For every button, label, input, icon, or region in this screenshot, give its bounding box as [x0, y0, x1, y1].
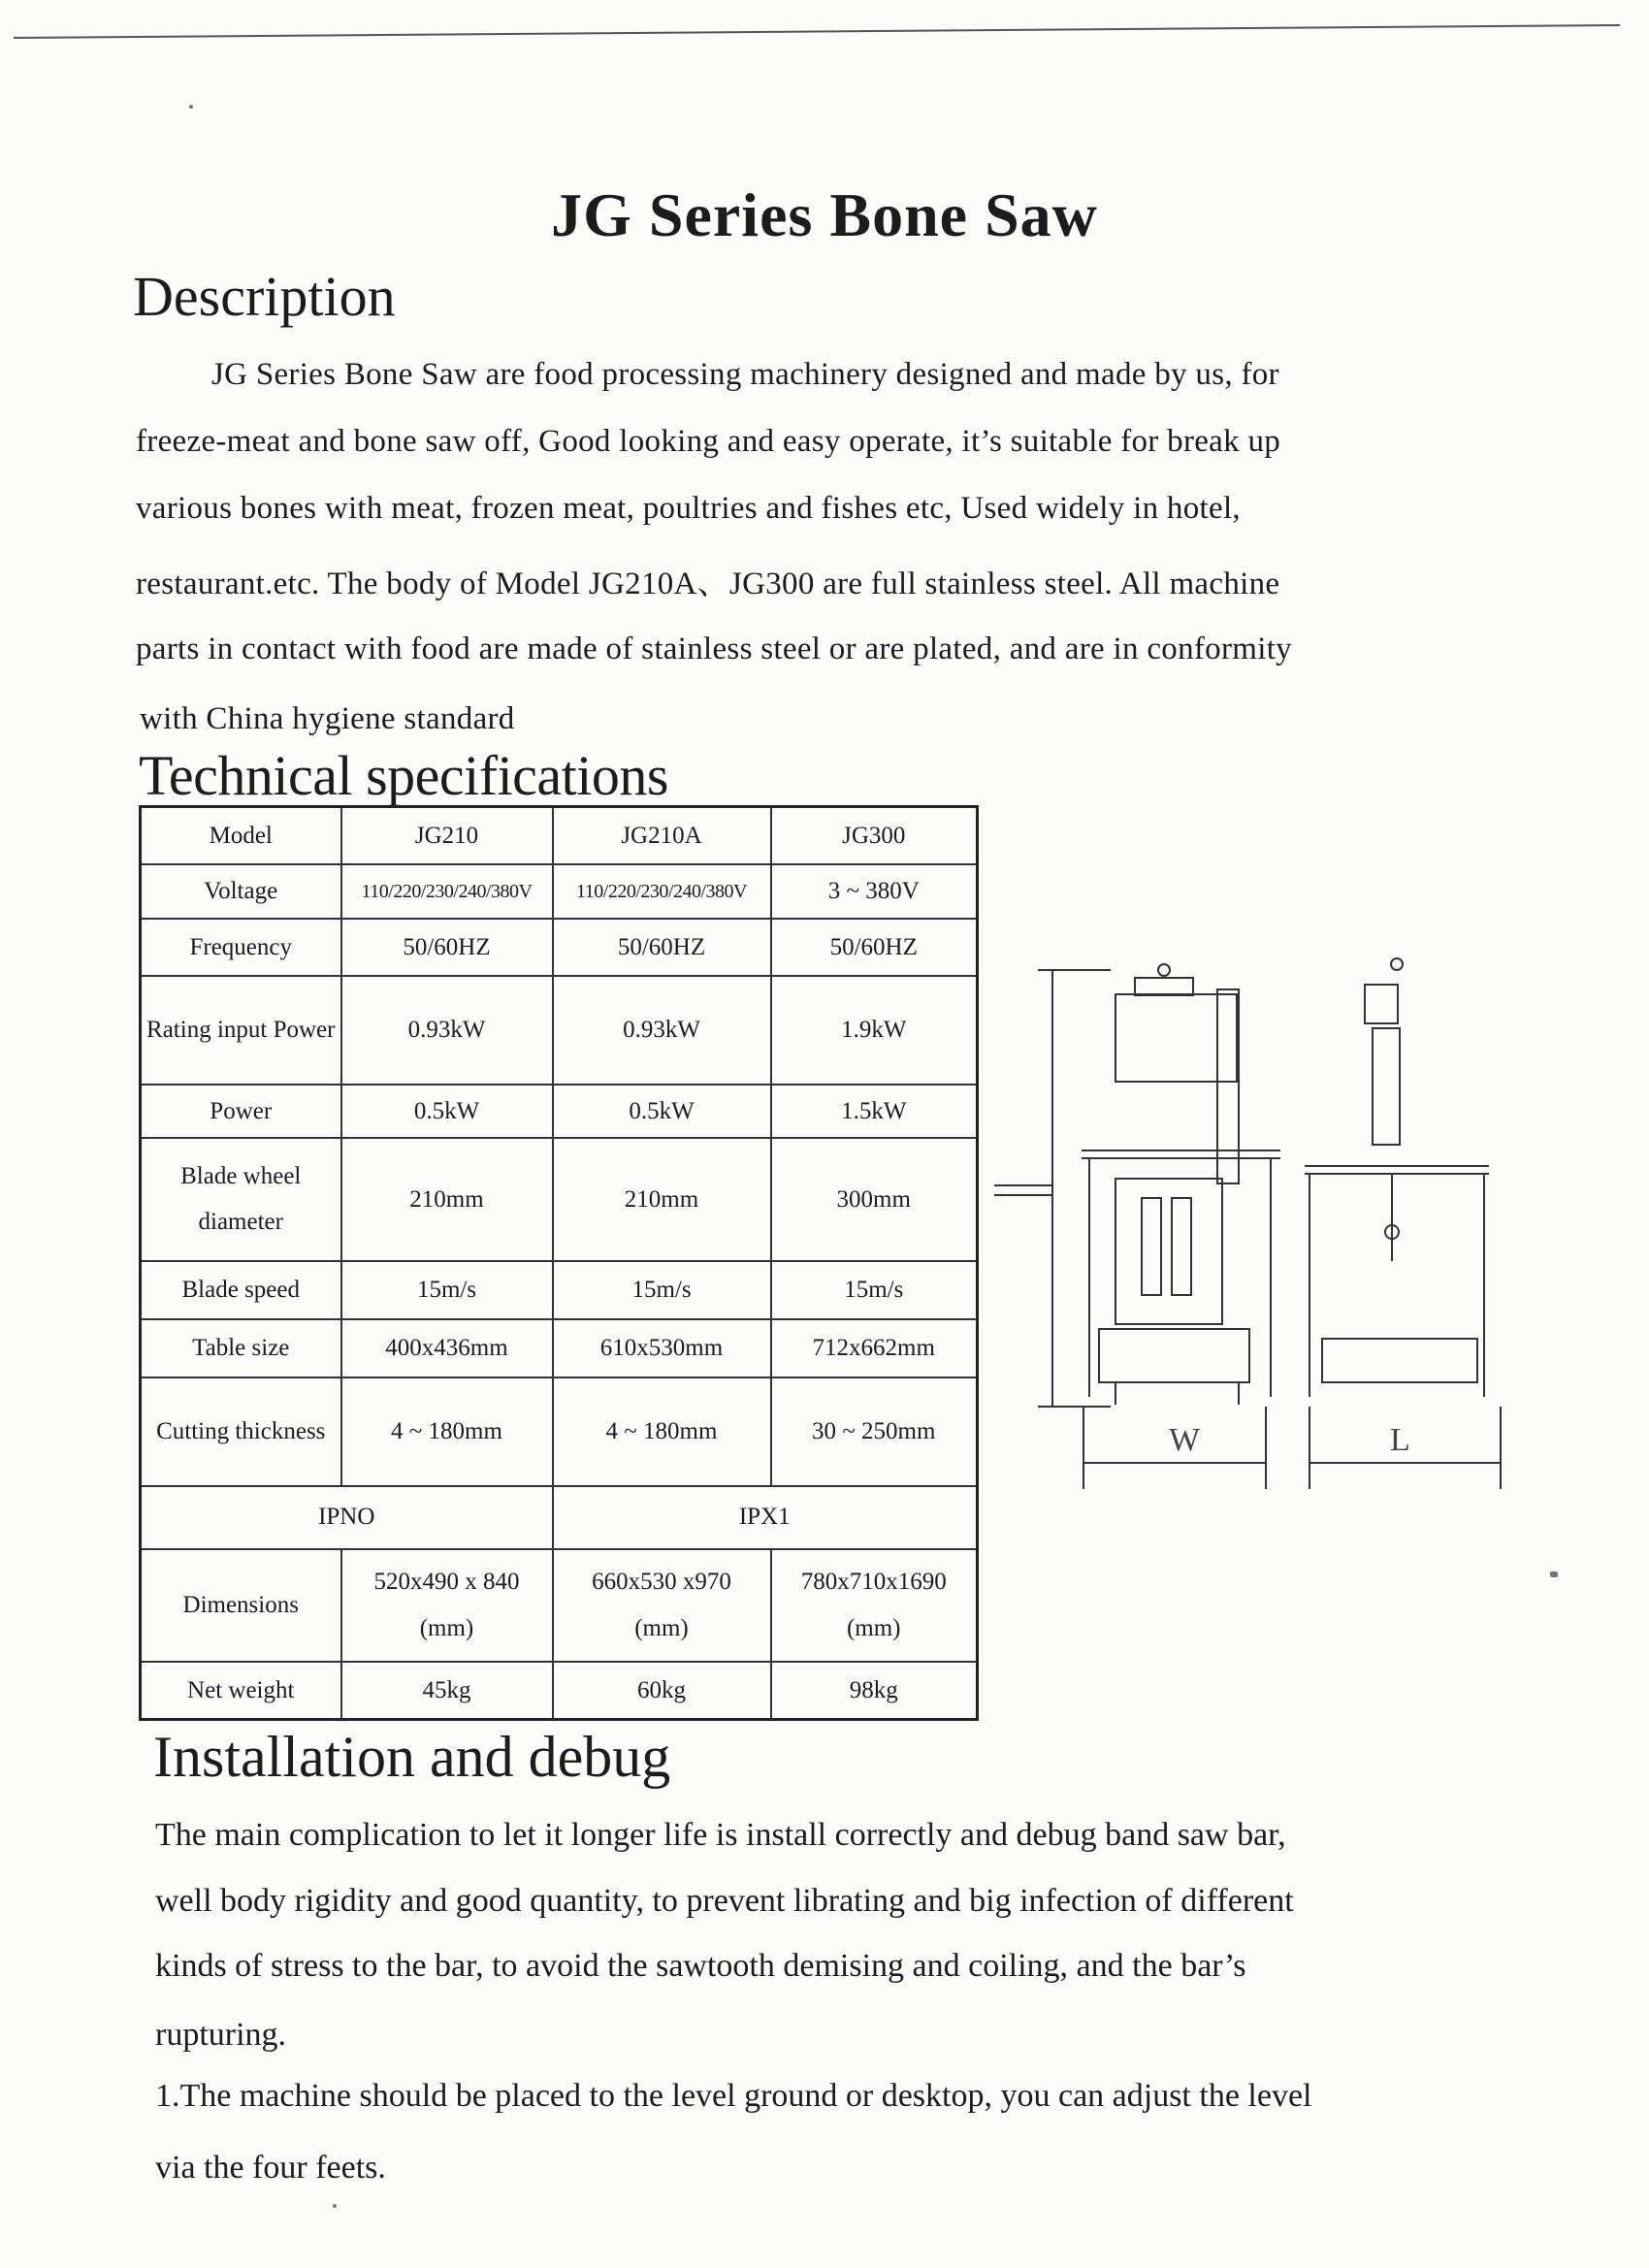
table-row	[141, 919, 978, 976]
cell-dimensions-jg210	[341, 1549, 553, 1663]
description-line: with China hygiene standard	[140, 701, 515, 736]
table-row	[141, 1549, 978, 1663]
table-row	[141, 1319, 978, 1377]
description-line: JG Series Bone Saw are food processing machinery designed and made by us, for	[211, 357, 1279, 392]
installation-line: rupturing.	[155, 2017, 287, 2053]
installation-heading: Installation and debug	[153, 1725, 671, 1789]
cell-power-jg300: 1.5kW	[771, 1085, 978, 1138]
installation-line: well body rigidity and good quantity, to prevent librating and big infection of different	[155, 1883, 1294, 1919]
description-line: various bones with meat, frozen meat, poultries and fishes etc, Used widely in hotel,	[136, 491, 1241, 526]
row-label-dimensions: Dimensions	[141, 1549, 341, 1663]
table-row	[141, 1138, 978, 1261]
front-vent-left	[1142, 1198, 1161, 1295]
spec-table	[139, 805, 979, 1721]
cell-cutting-jg210: 4 ~ 180mm	[341, 1377, 553, 1486]
cell-voltage-jg210: 110/220/230/240/380V	[341, 864, 553, 919]
table-row	[141, 1486, 978, 1549]
cell-frequency-jg300: 50/60HZ	[771, 919, 978, 976]
cell-blade-wheel-jg210a: 210mm	[553, 1138, 771, 1261]
row-label-table-size: Table size	[141, 1319, 341, 1377]
scan-speck	[1550, 1571, 1558, 1577]
width-label: W	[1169, 1422, 1201, 1458]
table-row	[141, 807, 978, 864]
cell-rating-jg300: 1.9kW	[771, 976, 978, 1084]
front-upper-housing	[1116, 994, 1237, 1082]
table-row	[141, 976, 978, 1084]
row-label-cutting-thickness: Cutting thickness	[141, 1377, 341, 1486]
dimensions-value: 660x530 x970	[592, 1569, 731, 1596]
row-label-blade-wheel-diameter: Blade wheel diameter	[141, 1138, 341, 1261]
cell-frequency-jg210: 50/60HZ	[341, 919, 553, 976]
front-blade-column	[1217, 989, 1239, 1183]
front-body	[1116, 1179, 1222, 1324]
cell-rating-jg210: 0.93kW	[341, 976, 553, 1084]
installation-line: kinds of stress to the bar, to avoid the sawtooth demising and coiling, and the bar’s	[155, 1948, 1246, 1984]
header-jg210a: JG210A	[553, 807, 771, 864]
header-jg210: JG210	[341, 807, 553, 864]
tech-spec-heading: Technical specifications	[139, 744, 668, 807]
scan-speck	[333, 2204, 337, 2208]
cell-blade-wheel-jg300: 300mm	[771, 1138, 978, 1261]
side-motor-box	[1365, 985, 1398, 1023]
table-row	[141, 864, 978, 919]
row-label-rating-input-power: Rating input Power	[141, 976, 341, 1084]
table-row	[141, 1085, 978, 1138]
top-rule	[14, 24, 1620, 39]
cell-cutting-jg300: 30 ~ 250mm	[771, 1377, 978, 1486]
dimensions-value: 780x710x1690	[800, 1569, 947, 1596]
cell-power-jg210a: 0.5kW	[553, 1085, 771, 1138]
cell-weight-jg210: 45kg	[341, 1662, 553, 1719]
row-label-power: Power	[141, 1085, 341, 1138]
cell-frequency-jg210a: 50/60HZ	[553, 919, 771, 976]
row-label-net-weight: Net weight	[141, 1662, 341, 1719]
front-base	[1099, 1329, 1249, 1382]
dimensions-unit: (mm)	[634, 1614, 689, 1641]
cell-weight-jg210a: 60kg	[553, 1662, 771, 1719]
length-label: L	[1390, 1422, 1410, 1458]
table-row	[141, 1377, 978, 1486]
cell-blade-speed-jg300: 15m/s	[771, 1261, 978, 1319]
cell-dimensions-jg210a	[553, 1549, 771, 1663]
table-row	[141, 1261, 978, 1319]
header-jg300: JG300	[771, 807, 978, 864]
scan-speck	[189, 105, 193, 109]
cell-blade-wheel-jg210: 210mm	[341, 1138, 553, 1261]
dimensions-value: 520x490 x 840	[373, 1569, 520, 1596]
cell-blade-speed-jg210: 15m/s	[341, 1261, 553, 1319]
description-line: freeze-meat and bone saw off, Good looking and easy operate, it’s suitable for break up	[136, 424, 1281, 459]
cell-voltage-jg300: 3 ~ 380V	[771, 864, 978, 919]
installation-line: The main complication to let it longer life is install correctly and debug band saw bar,	[155, 1817, 1286, 1853]
description-line: restaurant.etc. The body of Model JG210A、JG300 are full stainless steel. All machine	[136, 567, 1280, 601]
description-line: parts in contact with food are made of stainless steel or are plated, and are in conformity	[136, 632, 1292, 666]
cell-power-jg210: 0.5kW	[341, 1085, 553, 1138]
front-vent-right	[1172, 1198, 1191, 1295]
side-column	[1373, 1028, 1400, 1145]
row-label-voltage: Voltage	[141, 864, 341, 919]
cell-table-size-jg300: 712x662mm	[771, 1319, 978, 1377]
installation-line: via the four feets.	[155, 2150, 386, 2186]
cell-cutting-jg210a: 4 ~ 180mm	[553, 1377, 771, 1486]
cell-voltage-jg210a: 110/220/230/240/380V	[553, 864, 771, 919]
protection-ipx1: IPX1	[553, 1486, 978, 1549]
installation-line: 1.The machine should be placed to the level ground or desktop, you can adjust the level	[155, 2078, 1312, 2114]
cell-blade-speed-jg210a: 15m/s	[553, 1261, 771, 1319]
front-knob	[1158, 964, 1170, 976]
row-label-frequency: Frequency	[141, 919, 341, 976]
dimensions-unit: (mm)	[419, 1614, 474, 1641]
page-title: JG Series Bone Saw	[551, 180, 1098, 249]
dimensions-unit: (mm)	[846, 1614, 901, 1641]
cell-table-size-jg210: 400x436mm	[341, 1319, 553, 1377]
description-heading: Description	[133, 265, 396, 328]
cell-table-size-jg210a: 610x530mm	[553, 1319, 771, 1377]
cell-weight-jg300: 98kg	[771, 1662, 978, 1719]
header-model: Model	[141, 807, 341, 864]
table-row	[141, 1662, 978, 1719]
cell-dimensions-jg300	[771, 1549, 978, 1663]
side-base	[1322, 1339, 1477, 1382]
cell-rating-jg210a: 0.93kW	[553, 976, 771, 1084]
protection-ipno: IPNO	[141, 1486, 553, 1549]
front-motor-box	[1135, 978, 1193, 995]
row-label-blade-speed: Blade speed	[141, 1261, 341, 1319]
machine-drawing	[985, 951, 1528, 1494]
side-knob	[1391, 958, 1403, 970]
